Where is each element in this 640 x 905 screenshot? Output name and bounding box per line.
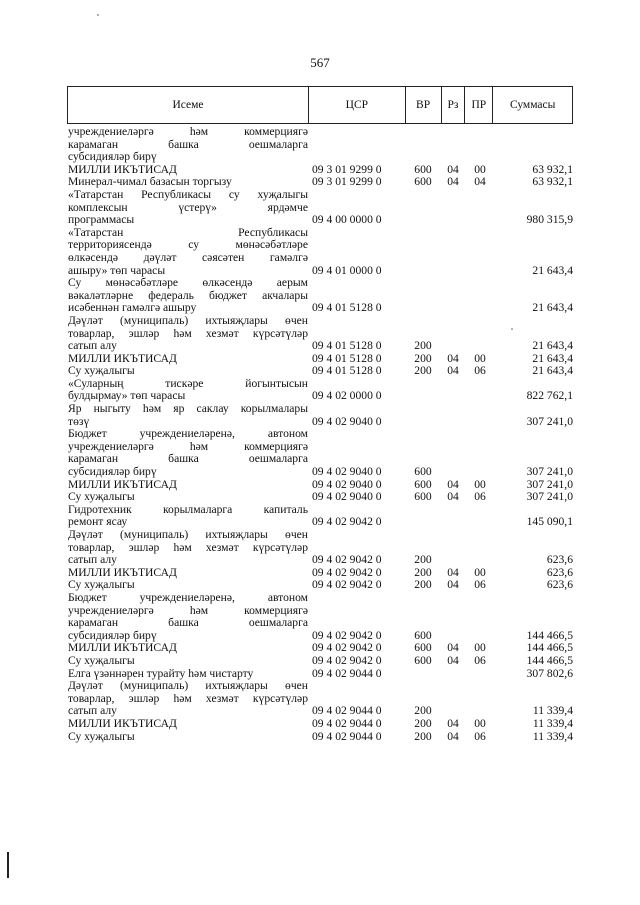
scan-speck	[97, 14, 99, 16]
row-csr: 09 4 02 9040 0	[312, 477, 382, 491]
row-rz: 04	[447, 351, 459, 365]
row-csr: 09 4 02 9042 0	[312, 628, 382, 642]
row-name	[68, 680, 308, 718]
row-sum: 11 339,4	[532, 716, 573, 730]
row-name-line: карамаган башка оешмаларга	[68, 137, 308, 151]
row-name-line: «Татарстан Республикасы	[68, 225, 308, 239]
row-pr: 00	[474, 641, 486, 655]
row-csr: 09 4 02 0000 0	[312, 389, 382, 403]
header-rz: Рз	[441, 87, 465, 123]
row-name-line: вәкаләтләрне федераль бюджет акчалары	[68, 288, 308, 302]
row-vr: 600	[414, 162, 432, 176]
row-vr: 600	[414, 175, 432, 189]
row-csr: 09 4 01 0000 0	[312, 263, 382, 277]
row-csr: 09 3 01 9299 0	[312, 162, 382, 176]
table-row	[68, 365, 573, 378]
row-name-line: МИЛЛИ ИКЪТИСАД	[68, 565, 177, 579]
row-rz: 04	[447, 716, 459, 730]
row-rz: 04	[447, 162, 459, 176]
row-name-line: ашыру» төп чарасы	[68, 263, 166, 277]
row-vr: 200	[414, 704, 432, 718]
row-pr: 06	[474, 653, 486, 667]
row-sum: 307 241,0	[526, 477, 573, 491]
row-name	[68, 227, 308, 277]
table-row	[68, 529, 573, 567]
row-vr: 200	[414, 351, 432, 365]
row-csr: 09 4 02 9042 0	[312, 553, 382, 567]
table-row	[68, 504, 573, 529]
row-csr: 09 4 01 5128 0	[312, 301, 382, 315]
row-name-line: карамаган башка оешмаларга	[68, 616, 308, 630]
row-vr: 200	[414, 578, 432, 592]
row-name-line: Дәүләт (муниципаль) ихтыяҗлары өчен	[68, 313, 308, 327]
row-name-line: программасы	[68, 213, 135, 227]
row-name	[68, 491, 308, 504]
row-sum: 21 643,4	[532, 351, 573, 365]
row-name-line: субсидияләр бирү	[68, 628, 157, 642]
row-name-line: Су хуҗалыгы	[68, 653, 135, 667]
row-name-line: территориясендә су мөнәсәбәтләре	[68, 238, 308, 252]
row-rz: 04	[447, 653, 459, 667]
table-row	[68, 277, 573, 315]
row-name-line: «Татарстан Республикасы су хуҗалыгы	[68, 187, 308, 201]
row-csr: 09 4 02 9044 0	[312, 704, 382, 718]
row-csr: 09 3 01 9299 0	[312, 175, 382, 189]
row-name-line: өлкәсендә дәүләт сәясәтен гамәлгә	[68, 250, 308, 264]
row-csr: 09 4 02 9044 0	[312, 666, 382, 680]
row-name-line: «Суларның тискәре йогынтысын	[68, 376, 308, 390]
row-pr: 00	[474, 565, 486, 579]
row-csr: 09 4 02 9042 0	[312, 515, 382, 529]
margin-mark	[7, 852, 9, 878]
row-rz: 04	[447, 641, 459, 655]
row-name-line: Су хуҗалыгы	[68, 364, 135, 378]
row-name-line: төзү	[68, 414, 90, 428]
row-pr: 06	[474, 578, 486, 592]
row-name	[68, 592, 308, 642]
row-rz: 04	[447, 565, 459, 579]
row-name	[68, 189, 308, 227]
row-name-line: Елга үзәннәрен турайту һәм чистарту	[68, 666, 254, 680]
row-name	[68, 655, 308, 668]
row-name-line: Минерал-чимал базасын торгызу	[68, 175, 232, 189]
table-row	[68, 680, 573, 718]
row-vr: 200	[414, 339, 432, 353]
row-name-line: исәбеннән гамәлгә ашыру	[68, 301, 197, 315]
row-rz: 04	[447, 477, 459, 491]
row-csr: 09 4 02 9042 0	[312, 641, 382, 655]
row-name-line: учреждениеләргә һәм коммерциягә	[68, 439, 308, 453]
row-name-line: ремонт ясау	[68, 515, 128, 529]
row-name-line: МИЛЛИ ИКЪТИСАД	[68, 641, 177, 655]
row-csr: 09 4 01 5128 0	[312, 364, 382, 378]
row-name-line: сатып алу	[68, 704, 117, 718]
row-vr: 600	[414, 477, 432, 491]
row-vr: 200	[414, 565, 432, 579]
row-sum: 63 932,1	[532, 175, 573, 189]
row-name-line: Су хуҗалыгы	[68, 578, 135, 592]
row-csr: 09 4 02 9040 0	[312, 490, 382, 504]
row-name-line: МИЛЛИ ИКЪТИСАД	[68, 716, 177, 730]
row-vr: 600	[414, 465, 432, 479]
row-name-line: Су мөнәсәбәтләре өлкәсендә аерым	[68, 276, 308, 290]
row-name	[68, 365, 308, 378]
row-name-line: товарлар, эшләр һәм хезмәт күрсәтүләр	[68, 326, 308, 340]
row-rz: 04	[447, 175, 459, 189]
row-sum: 623,6	[546, 578, 573, 592]
table-row	[68, 315, 573, 353]
row-name	[68, 315, 308, 353]
row-vr: 200	[414, 364, 432, 378]
row-name-line: товарлар, эшләр һәм хезмәт күрсәтүләр	[68, 540, 308, 554]
row-pr: 00	[474, 162, 486, 176]
row-sum: 307 241,0	[526, 414, 573, 428]
row-rz: 04	[447, 364, 459, 378]
header-csr: ЦСР	[308, 87, 405, 123]
row-vr: 600	[414, 628, 432, 642]
row-sum: 21 643,4	[532, 301, 573, 315]
row-name	[68, 126, 308, 164]
row-vr: 200	[414, 729, 432, 743]
table-row	[68, 428, 573, 478]
row-name	[68, 403, 308, 428]
row-sum: 307 802,6	[526, 666, 573, 680]
row-name-line: субсидияләр бирү	[68, 150, 157, 164]
table-row	[68, 378, 573, 403]
row-sum: 307 241,0	[526, 465, 573, 479]
table-body	[68, 126, 573, 743]
row-sum: 21 643,4	[532, 364, 573, 378]
row-csr: 09 4 02 9040 0	[312, 414, 382, 428]
table-row	[68, 592, 573, 642]
row-name-line: сатып алу	[68, 339, 117, 353]
row-name	[68, 731, 308, 744]
row-name-line: Су хуҗалыгы	[68, 729, 135, 743]
row-rz: 04	[447, 729, 459, 743]
row-sum: 11 339,4	[532, 704, 573, 718]
row-sum: 144 466,5	[526, 653, 573, 667]
row-name-line: субсидияләр бирү	[68, 465, 157, 479]
page-number: 567	[310, 55, 330, 70]
row-name-line: МИЛЛИ ИКЪТИСАД	[68, 477, 177, 491]
row-name	[68, 529, 308, 567]
row-name-line: Бюджет учреждениеләренә, автоном	[68, 427, 308, 441]
row-name-line: учреждениеләргә һәм коммерциягә	[68, 125, 308, 138]
row-name	[68, 428, 308, 478]
row-sum: 21 643,4	[532, 339, 573, 353]
row-csr: 09 4 02 9042 0	[312, 653, 382, 667]
row-pr: 06	[474, 729, 486, 743]
row-pr: 00	[474, 716, 486, 730]
table-row	[68, 655, 573, 668]
scan-speck	[511, 328, 513, 330]
header-name: Исеме	[172, 99, 204, 111]
row-name-line: учреждениеләргә һәм коммерциягә	[68, 603, 308, 617]
row-name-line: Дәүләт (муниципаль) ихтыяҗлары өчен	[68, 679, 308, 693]
row-sum: 822 762,1	[526, 389, 573, 403]
row-name-line: карамаган башка оешмаларга	[68, 452, 308, 466]
row-name-line: МИЛЛИ ИКЪТИСАД	[68, 162, 177, 176]
row-name	[68, 504, 308, 529]
row-sum: 11 339,4	[532, 729, 573, 743]
row-csr: 09 4 02 9042 0	[312, 565, 382, 579]
row-name-line: комплексын үстерү» ярдәмче	[68, 200, 308, 214]
row-rz: 04	[447, 490, 459, 504]
row-csr: 09 4 00 0000 0	[312, 213, 382, 227]
table-row	[68, 403, 573, 428]
row-csr: 09 4 01 5128 0	[312, 339, 382, 353]
row-sum: 307 241,0	[526, 490, 573, 504]
row-name	[68, 277, 308, 315]
row-vr: 200	[414, 716, 432, 730]
row-sum: 623,6	[546, 565, 573, 579]
row-csr: 09 4 01 5128 0	[312, 351, 382, 365]
row-sum: 144 466,5	[526, 641, 573, 655]
row-sum: 980 315,9	[526, 213, 573, 227]
row-name-line: Бюджет учреждениеләренә, автоном	[68, 590, 308, 604]
table-header	[67, 86, 573, 124]
row-name-line: Гидротехник корылмаларга капиталь	[68, 502, 308, 516]
row-pr: 06	[474, 490, 486, 504]
row-pr: 00	[474, 477, 486, 491]
header-sum: Суммасы	[492, 87, 572, 123]
row-csr: 09 4 02 9040 0	[312, 465, 382, 479]
row-name-line: Дәүләт (муниципаль) ихтыяҗлары өчен	[68, 528, 308, 541]
row-sum: 623,6	[546, 553, 573, 567]
row-csr: 09 4 02 9042 0	[312, 578, 382, 592]
row-name-line: Су хуҗалыгы	[68, 490, 135, 504]
row-name-line: булдырмау» төп чарасы	[68, 389, 186, 403]
row-csr: 09 4 02 9044 0	[312, 716, 382, 730]
row-pr: 00	[474, 351, 486, 365]
row-name-line: товарлар, эшләр һәм хезмәт күрсәтүләр	[68, 691, 308, 705]
row-rz: 04	[447, 578, 459, 592]
row-sum: 145 090,1	[526, 515, 573, 529]
row-vr: 200	[414, 553, 432, 567]
row-name	[68, 378, 308, 403]
row-vr: 600	[414, 653, 432, 667]
table-row	[68, 491, 573, 504]
row-vr: 600	[414, 641, 432, 655]
table-row	[68, 718, 573, 731]
table-row	[68, 189, 573, 227]
header-vr: ВР	[405, 87, 441, 123]
row-name-line: сатып алу	[68, 553, 117, 567]
table-row	[68, 126, 573, 164]
row-name-line: МИЛЛИ ИКЪТИСАД	[68, 351, 177, 365]
row-sum: 63 932,1	[532, 162, 573, 176]
row-csr: 09 4 02 9044 0	[312, 729, 382, 743]
row-vr: 600	[414, 490, 432, 504]
row-sum: 144 466,5	[526, 628, 573, 642]
row-pr: 04	[474, 175, 486, 189]
row-pr: 06	[474, 364, 486, 378]
row-sum: 21 643,4	[532, 263, 573, 277]
table-row	[68, 227, 573, 277]
row-name-line: Яр ныгыту һәм яр саклау корылмалары	[68, 402, 308, 416]
header-pr: ПР	[464, 87, 492, 123]
table-row	[68, 731, 573, 744]
row-name	[68, 718, 308, 731]
